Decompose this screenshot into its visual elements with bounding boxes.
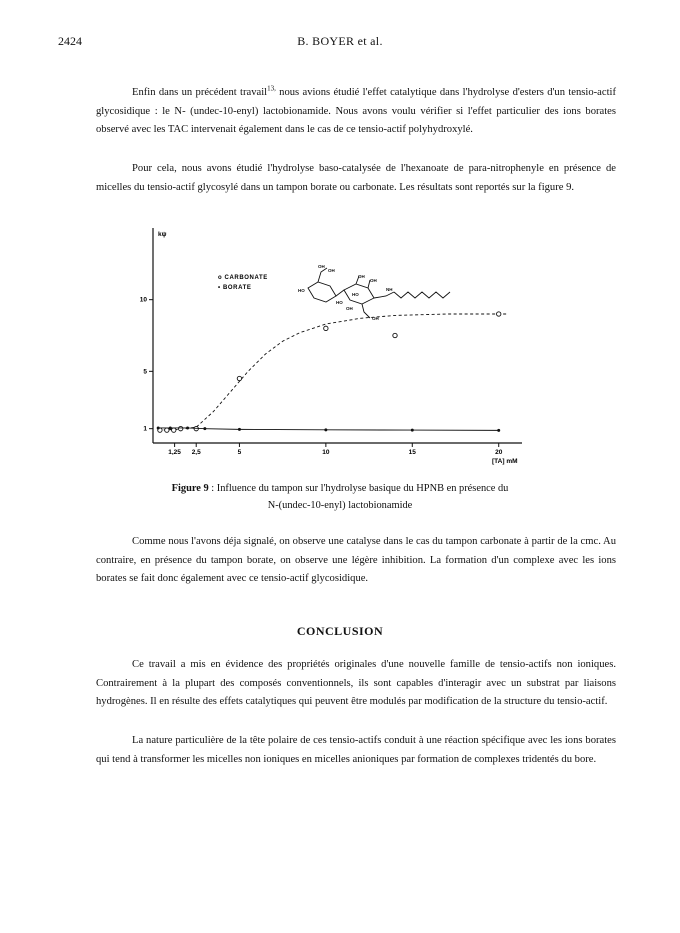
x-tick-label-5: 20 [495, 449, 503, 456]
carbonate-point-5 [237, 376, 241, 380]
figure-caption [120, 480, 560, 514]
figure-caption-line-1: : Influence du tampon sur l'hydrolyse basique du HPNB en présence du [208, 483, 509, 494]
paragraph-4: Ce travail a mis en évidence des propriétés originales d'une nouvelle famille de tensio-actifs non ioniques. Contrairement à la plupart des composés conventionnels, ils sont capables d'interagir avec un substrat par liaisons hydrogènes. Il en résulte des effets catalytiques qui peuvent être modulés par modification de la structure du tensio-actif. [96, 659, 616, 707]
running-head: B. BOYER et al. [297, 34, 383, 48]
y-tick-label-2: 10 [139, 296, 147, 304]
chem-label-10: OH [372, 316, 379, 321]
chem-label-6: OH [370, 278, 377, 283]
carbonate-point-8 [497, 312, 501, 316]
reference-13: 13, [267, 84, 276, 93]
carbonate-point-2 [172, 428, 176, 432]
carbonate-point-7 [393, 333, 397, 337]
chem-label-2: OH [328, 268, 335, 273]
y-tick-label-0: 1 [143, 425, 147, 433]
series-borate-line [158, 428, 499, 430]
y-axis-label: kψ [158, 231, 167, 238]
chem-label-9: HO [352, 292, 359, 297]
lactobionamide-structure [298, 264, 450, 321]
carbonate-point-3 [178, 426, 182, 430]
borate-point-5 [324, 428, 327, 431]
x-tick-label-0: 1,25 [168, 449, 181, 456]
chem-label-3: OH [358, 274, 365, 279]
page-number: 2424 [58, 34, 82, 48]
borate-point-6 [411, 429, 414, 432]
x-tick-label-3: 10 [322, 449, 330, 456]
chem-label-1: OH [318, 264, 325, 269]
paragraph-1-start: Enfin dans un précédent travail [132, 87, 268, 98]
borate-point-2 [186, 426, 189, 429]
paragraph-3: Comme nous l'avons déja signalé, on observe une catalyse dans le cas du tampon carbonate à partir de la cmc. Au contraire, en présence du tampon borate, on observe une légère inhibition. La formation d'un complexe avec les ions borates se fait donc également avec ce tensio-actif glycosidique. [96, 536, 616, 584]
chem-label-8: OH [346, 306, 353, 311]
x-tick-label-4: 15 [408, 449, 416, 456]
figure-caption-label: Figure 9 [171, 483, 209, 494]
series-carbonate-line [158, 314, 507, 430]
x-tick-label-1: 2,5 [191, 449, 201, 456]
carbonate-point-6 [324, 326, 328, 330]
y-tick-label-1: 5 [143, 368, 147, 376]
borate-point-1 [169, 426, 172, 429]
carbonate-point-1 [165, 428, 169, 432]
chem-label-4: HO [298, 288, 305, 293]
paragraph-5: La nature particulière de la tête polaire de ces tensio-actifs conduit à une réaction spécifique avec les ions borates qui tend à transformer les micelles non ioniques en micelles anioniques par formation de complexes tridentés du bore. [96, 735, 616, 765]
chem-label-5: HO [336, 300, 343, 305]
x-axis-label: [TA] mM [492, 458, 518, 465]
borate-point-0 [157, 426, 160, 429]
conclusion-heading: CONCLUSION [296, 624, 384, 638]
borate-point-3 [203, 427, 206, 430]
borate-point-4 [238, 428, 241, 431]
legend-borate: • BORATE [218, 285, 252, 291]
borate-point-7 [497, 429, 500, 432]
legend-carbonate: o CARBONATE [218, 275, 268, 281]
paragraph-1-rest: nous avions étudié l'effet catalytique dans l'hydrolyse d'esters d'un tensio-actif glycosidique : le N- (undec-10-enyl) lactobionamide. Nous avons voulu vérifier si l'effet particulier des ions borates observé avec les TAC intervenait également dans le cas de ce tensio-actif polyhydroxylé. [96, 87, 616, 135]
chem-label-7: NH [386, 287, 393, 292]
paragraph-2: Pour cela, nous avons étudié l'hydrolyse baso-catalysée de l'hexanoate de para-nitrophenyle en présence de micelles du tensio-actif glycosylé dans un tampon borate ou carbonate. Les résultats sont reportés sur la figure 9. [96, 163, 616, 193]
figure-caption-line-2: N-(undec-10-enyl) lactobionamide [267, 500, 413, 511]
x-tick-label-2: 5 [237, 449, 242, 456]
